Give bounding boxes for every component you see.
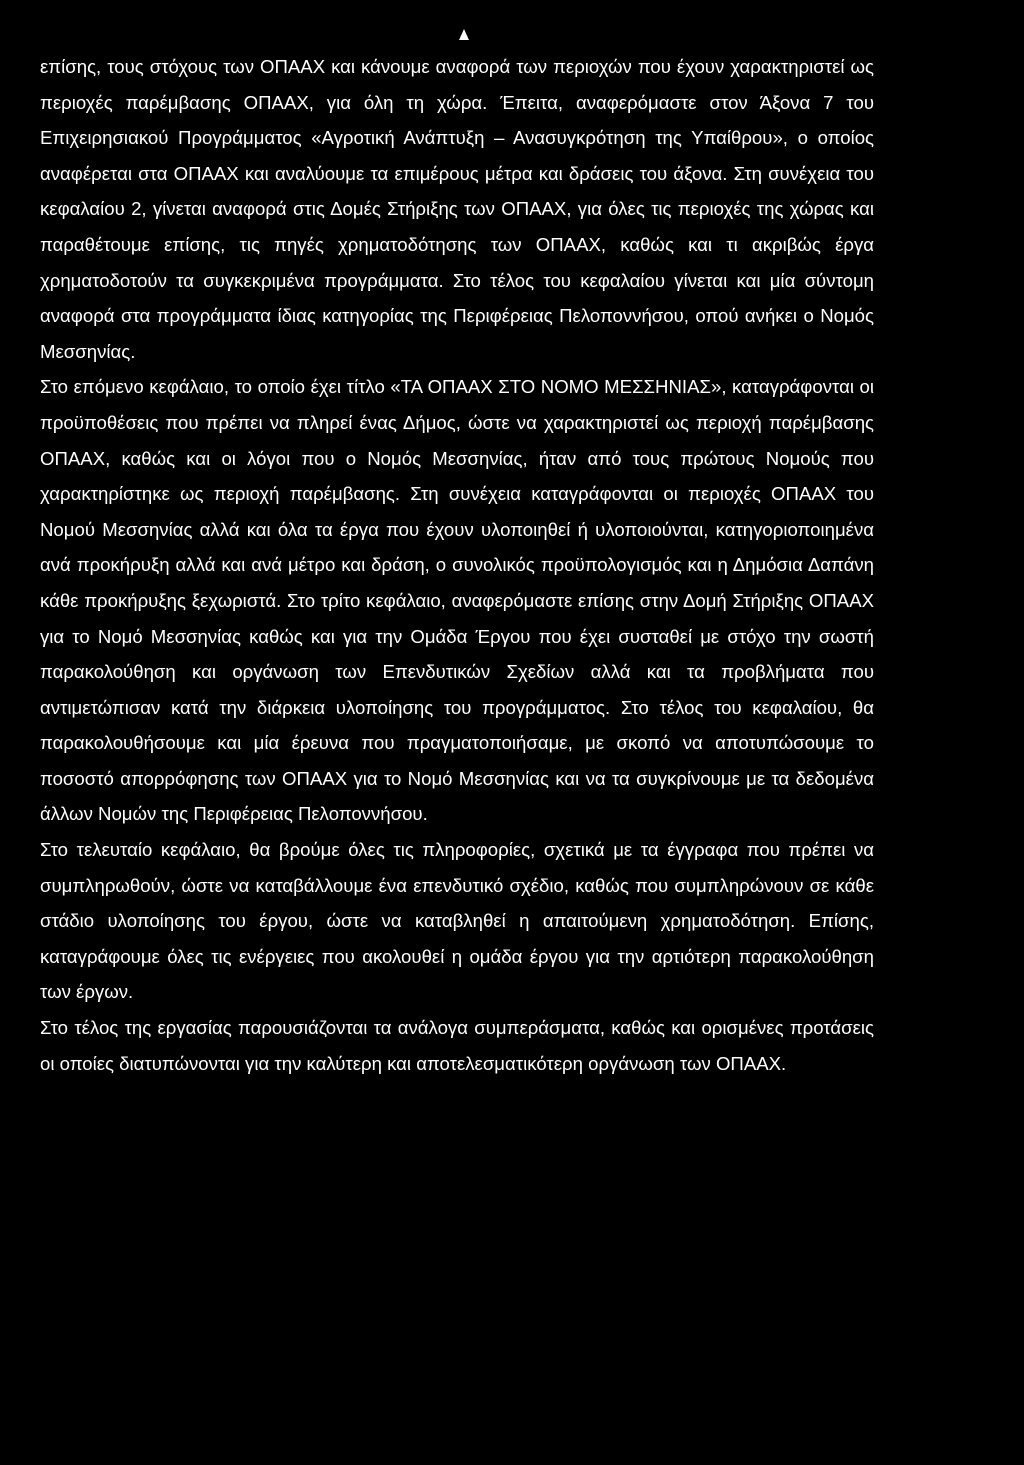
paragraph-final-chapter-summary: Στο τελευταίο κεφάλαιο, θα βρούμε όλες τις πληροφορίες, σχετικά με τα έγγραφα που πρέπει να συμπληρωθούν, ώστε να καταβάλλουμε ένα επενδυτικό σχέδιο, καθώς που συμπληρώνουν σε κάθε στάδιο υλοποίησης του έργου, ώστε να καταβληθεί η απαιτούμενη χρηματοδότηση. Επίσης, καταγράφουμε όλες τις ενέργειες που ακολουθεί η ομάδα έργου για την αρτιότερη παρακολούθηση των έργων. [40, 839, 874, 1003]
paragraph-chapter-three-summary: Στο επόμενο κεφάλαιο, το οποίο έχει τίτλο «ΤΑ ΟΠΑΑΧ ΣΤΟ ΝΟΜΟ ΜΕΣΣΗΝΙΑΣ», καταγράφονται οι προϋποθέσεις που πρέπει να πληρεί ένας Δήμος, ώστε να χαρακτηριστεί ως περιοχή παρέμβασης ΟΠΑΑΧ, καθώς και οι λόγοι που ο Νομός Μεσσηνίας, ήταν από τους πρώτους Νομούς που χαρακτηρίστηκε ως περιοχή παρέμβασης. Στη συνέχεια καταγράφονται οι περιοχές ΟΠΑΑΧ του Νομού Μεσσηνίας αλλά και όλα τα έργα που έχουν υλοποιηθεί ή υλοποιούνται, κατηγοριοποιημένα ανά προκήρυξη αλλά και ανά μέτρο και δράση, ο συνολικός προϋπολογισμός και η Δημόσια Δαπάνη κάθε προκήρυξης ξεχωριστά. Στο τρίτο κεφάλαιο, αναφερόμαστε επίσης στην Δομή Στήριξης ΟΠΑΑΧ για το Νομό Μεσσηνίας καθώς και για την Ομάδα Έργου που έχει συσταθεί με στόχο την σωστή παρακολούθηση και οργάνωση των Επενδυτικών Σχεδίων αλλά και τα προβλήματα που αντιμετώπισαν κατά την διάρκεια υλοποίησης του προγράμματος. Στο τέλος του κεφαλαίου, θα παρακολουθήσουμε και μία έρευνα που πραγματοποιήσαμε, με σκοπό να αποτυπώσουμε το ποσοστό απορρόφησης των ΟΠΑΑΧ για το Νομό Μεσσηνίας και να τα συγκρίνουμε με τα δεδομένα άλλων Νομών της Περιφέρειας Πελοποννήσου. [40, 376, 874, 825]
paragraph-conclusions: Στο τέλος της εργασίας παρουσιάζονται τα ανάλογα συμπεράσματα, καθώς και ορισμένες προτάσεις οι οποίες διατυπώνονται για την καλύτερη και αποτελεσματικότερη οργάνωση των ΟΠΑΑΧ. [40, 1017, 874, 1074]
paragraph-chapter-two-summary: επίσης, τους στόχους των ΟΠΑΑΧ και κάνουμε αναφορά των περιοχών που έχουν χαρακτηριστεί ως περιοχές παρέμβασης ΟΠΑΑΧ, για όλη τη χώρα. Έπειτα, αναφερόμαστε στον Άξονα 7 του Επιχειρησιακού Προγράμματος «Αγροτική Ανάπτυξη – Ανασυγκρότηση της Υπαίθρου», ο οποίος αναφέρεται στα ΟΠΑΑΧ και αναλύουμε τα επιμέρους μέτρα και δράσεις του άξονα. Στη συνέχεια του κεφαλαίου 2, γίνεται αναφορά στις Δομές Στήριξης των ΟΠΑΑΧ, για όλες τις περιοχές της χώρας και παραθέτουμε επίσης, τις πηγές χρηματοδότησης των ΟΠΑΑΧ, καθώς και τι ακριβώς έργα χρηματοδοτούν τα συγκεκριμένα προγράμματα. Στο τέλος του κεφαλαίου γίνεται και μία σύντομη αναφορά στα προγράμματα ίδιας κατηγορίας της Περιφέρειας Πελοποννήσου, οπού ανήκει ο Νομός Μεσσηνίας. [40, 56, 874, 362]
scan-mark-icon [457, 28, 471, 42]
document-body [40, 49, 874, 1081]
